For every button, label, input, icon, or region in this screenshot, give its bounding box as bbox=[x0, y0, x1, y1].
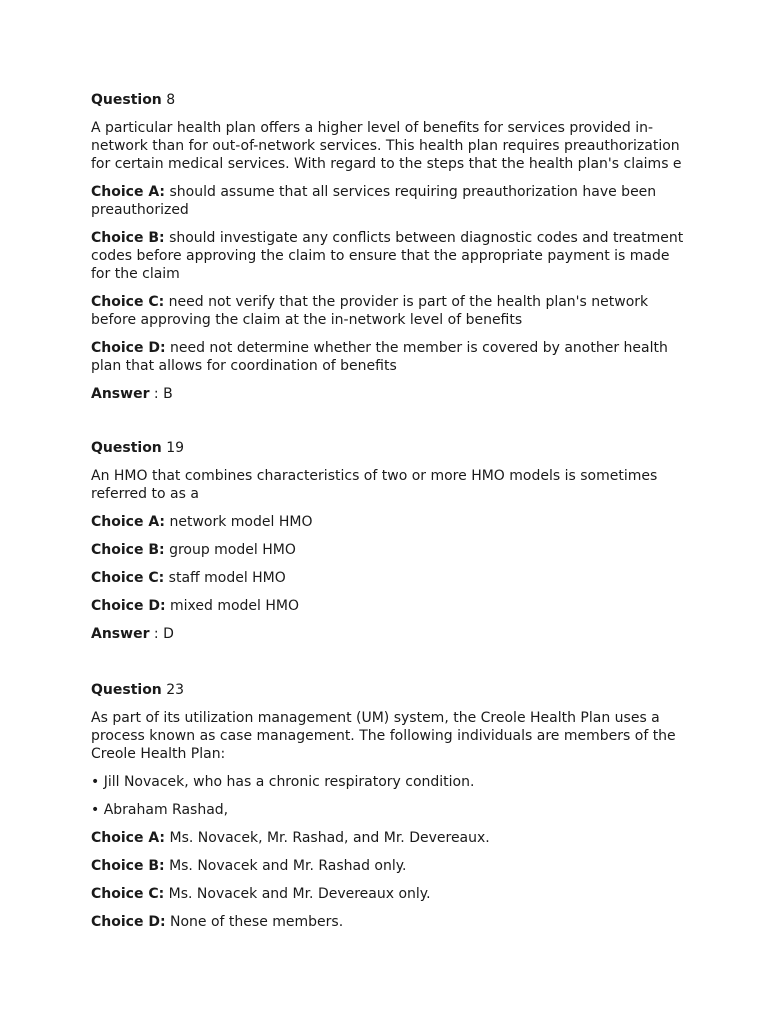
choice-b bbox=[91, 857, 691, 875]
question-heading bbox=[91, 681, 691, 699]
choice-label: Choice A: bbox=[91, 514, 166, 530]
question-number: 19 bbox=[166, 440, 185, 456]
choice-label: Choice D: bbox=[91, 914, 166, 930]
choice-c bbox=[91, 885, 691, 903]
choice-text: staff model HMO bbox=[168, 570, 286, 586]
choice-text: need not determine whether the member is covered by another health plan that allows for coordination of benefits bbox=[91, 340, 668, 374]
choice-c bbox=[91, 569, 691, 587]
choice-text: Ms. Novacek and Mr. Devereaux only. bbox=[168, 886, 431, 902]
choice-text: Ms. Novacek and Mr. Rashad only. bbox=[169, 858, 407, 874]
choice-c bbox=[91, 293, 691, 329]
choice-label: Choice C: bbox=[91, 294, 165, 310]
choice-text: group model HMO bbox=[169, 542, 296, 558]
bullet-item: • Jill Novacek, who has a chronic respiratory condition. bbox=[91, 774, 475, 790]
answer-line bbox=[91, 625, 691, 643]
choice-label: Choice A: bbox=[91, 184, 166, 200]
choice-label: Choice D: bbox=[91, 340, 166, 356]
choice-label: Choice B: bbox=[91, 230, 165, 246]
choice-label: Choice C: bbox=[91, 886, 165, 902]
question-block-23 bbox=[91, 681, 691, 931]
choice-label: Choice A: bbox=[91, 830, 166, 846]
answer-line bbox=[91, 385, 691, 403]
question-text: A particular health plan offers a higher level of benefits for services provided in-network than for out-of-network services. This health plan requires preauthorization for certain medical services. With regard to the steps that the health plan's claims e bbox=[91, 120, 682, 172]
choice-d bbox=[91, 597, 691, 615]
choice-text: network model HMO bbox=[169, 514, 313, 530]
answer-value: : B bbox=[153, 386, 173, 402]
choice-a bbox=[91, 183, 691, 219]
question-label: Question bbox=[91, 682, 162, 698]
question-number: 8 bbox=[166, 92, 176, 108]
choice-label: Choice C: bbox=[91, 570, 165, 586]
choice-text: Ms. Novacek, Mr. Rashad, and Mr. Devereaux. bbox=[169, 830, 490, 846]
choice-b bbox=[91, 541, 691, 559]
choice-text: None of these members. bbox=[170, 914, 344, 930]
choice-label: Choice B: bbox=[91, 542, 165, 558]
bullet-item: • Abraham Rashad, bbox=[91, 802, 229, 818]
question-text: An HMO that combines characteristics of two or more HMO models is sometimes referred to as a bbox=[91, 468, 658, 502]
question-block-8 bbox=[91, 91, 691, 403]
question-heading bbox=[91, 91, 691, 109]
choice-text: should investigate any conflicts between diagnostic codes and treatment codes before approving the claim to ensure that the appropriate payment is made for the claim bbox=[91, 230, 684, 282]
question-number: 23 bbox=[166, 682, 185, 698]
choice-text: should assume that all services requiring preauthorization have been preauthorized bbox=[91, 184, 657, 218]
answer-label: Answer bbox=[91, 386, 150, 402]
choice-text: need not verify that the provider is part of the health plan's network before approving the claim at the in-network level of benefits bbox=[91, 294, 649, 328]
choice-a bbox=[91, 513, 691, 531]
question-block-19 bbox=[91, 439, 691, 643]
answer-label: Answer bbox=[91, 626, 150, 642]
question-label: Question bbox=[91, 92, 162, 108]
answer-value: : D bbox=[153, 626, 174, 642]
choice-d bbox=[91, 913, 691, 931]
choice-b bbox=[91, 229, 691, 283]
choice-label: Choice D: bbox=[91, 598, 166, 614]
question-label: Question bbox=[91, 440, 162, 456]
choice-d bbox=[91, 339, 691, 375]
choice-a bbox=[91, 829, 691, 847]
choice-text: mixed model HMO bbox=[170, 598, 300, 614]
question-heading bbox=[91, 439, 691, 457]
choice-label: Choice B: bbox=[91, 858, 165, 874]
question-text: As part of its utilization management (UM) system, the Creole Health Plan uses a process known as case management. The following individuals are members of the Creole Health Plan: bbox=[91, 710, 676, 762]
